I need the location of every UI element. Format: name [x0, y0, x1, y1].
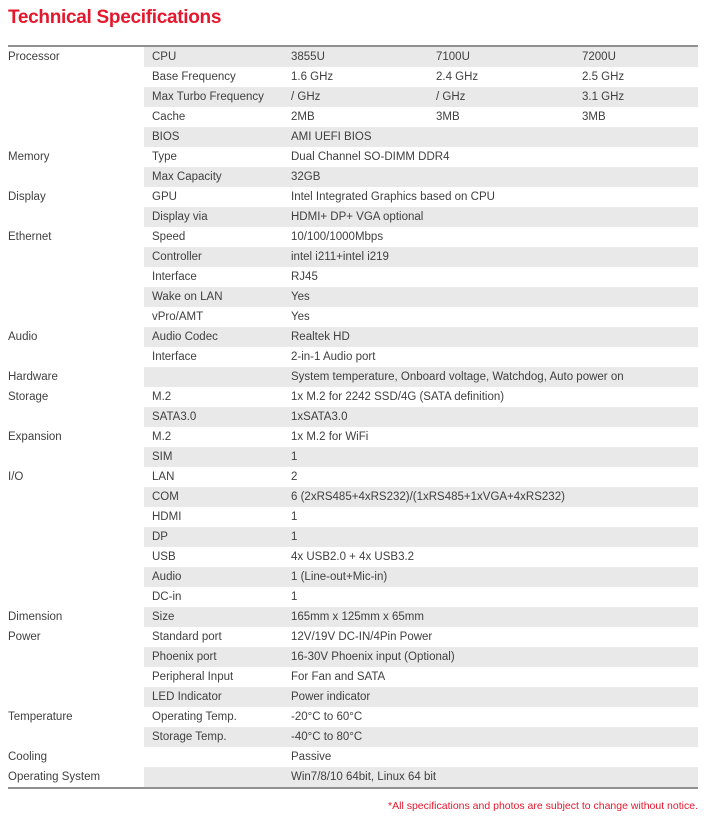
spec-value-cell: Yes: [291, 311, 310, 323]
category-cell: [8, 687, 144, 707]
category-cell: [8, 667, 144, 687]
category-cell: [8, 447, 144, 467]
category-cell: [8, 647, 144, 667]
spec-value-cell: 1x M.2 for 2242 SSD/4G (SATA definition): [291, 391, 505, 403]
table-row: [8, 687, 698, 707]
table-row: [8, 247, 698, 267]
spec-value-cell: 1xSATA3.0: [283, 407, 698, 427]
table-row: [8, 47, 698, 67]
spec-value-cell: 2.4 GHz: [436, 71, 479, 83]
spec-value-cell: 1.6 GHz: [291, 71, 334, 83]
category-cell: [8, 567, 144, 587]
table-row: [8, 327, 698, 347]
spec-value-cell: For Fan and SATA: [291, 671, 386, 683]
page-title: Technical Specifications: [8, 7, 222, 28]
category-cell: [8, 107, 144, 127]
category-cell: [8, 347, 144, 367]
category-cell: Temperature: [8, 707, 144, 727]
spec-label-cell: Base Frequency: [152, 71, 236, 83]
disclaimer-note: *All specifications and photos are subject to change without notice.: [388, 800, 698, 812]
table-row: [8, 547, 698, 567]
table-row: [8, 407, 698, 427]
spec-value-cell: Passive: [291, 751, 332, 763]
category-cell: I/O: [8, 467, 144, 487]
spec-value-cell: 165mm x 125mm x 65mm: [283, 607, 698, 627]
category-cell: [8, 307, 144, 327]
table-row: [8, 227, 698, 247]
spec-label-cell: Phoenix port: [144, 647, 283, 667]
spec-value-cell: 1 (Line-out+Mic-in): [283, 567, 698, 587]
spec-label-cell: USB: [152, 551, 176, 563]
table-row: [8, 647, 698, 667]
category-cell: [8, 727, 144, 747]
spec-label-cell: SIM: [144, 447, 283, 467]
spec-label-cell: GPU: [152, 191, 177, 203]
spec-value-cell: 3855U: [283, 47, 428, 67]
spec-label-cell: Operating Temp.: [152, 711, 237, 723]
spec-value-cell: Win7/8/10 64bit, Linux 64 bit: [283, 767, 698, 787]
spec-value-cell: 1x M.2 for WiFi: [291, 431, 369, 443]
table-row: [8, 667, 698, 687]
spec-value-cell: 10/100/1000Mbps: [291, 231, 384, 243]
spec-value-cell: 12V/19V DC-IN/4Pin Power: [291, 631, 433, 643]
table-row: [8, 747, 698, 767]
category-cell: Cooling: [8, 747, 144, 767]
spec-value-cell: 3MB: [436, 111, 460, 123]
spec-label-cell: Audio Codec: [144, 327, 283, 347]
spec-label-cell: Display via: [144, 207, 283, 227]
table-row: [8, 727, 698, 747]
table-row: [8, 427, 698, 447]
table-row: [8, 67, 698, 87]
table-row: [8, 487, 698, 507]
spec-value-cell: 2-in-1 Audio port: [291, 351, 376, 363]
spec-label-cell: COM: [144, 487, 283, 507]
spec-value-cell: 4x USB2.0 + 4x USB3.2: [291, 551, 415, 563]
spec-label-cell: LAN: [152, 471, 175, 483]
table-row: [8, 207, 698, 227]
spec-value-cell: Power indicator: [283, 687, 698, 707]
spec-label-cell: Max Turbo Frequency: [144, 87, 283, 107]
table-row: [8, 767, 698, 787]
spec-label-cell: [144, 747, 283, 767]
spec-label-cell: M.2: [152, 431, 172, 443]
spec-value-cell: 7200U: [574, 47, 698, 67]
category-cell: Memory: [8, 147, 144, 167]
table-row: [8, 627, 698, 647]
table-row: [8, 347, 698, 367]
spec-label-cell: Cache: [152, 111, 186, 123]
spec-label-cell: BIOS: [144, 127, 283, 147]
category-cell: [8, 87, 144, 107]
category-cell: Storage: [8, 387, 144, 407]
table-row: [8, 127, 698, 147]
spec-label-cell: Interface: [152, 351, 197, 363]
table-row: [8, 467, 698, 487]
spec-label-cell: Type: [152, 151, 177, 163]
spec-label-cell: Wake on LAN: [144, 287, 283, 307]
table-row: [8, 307, 698, 327]
spec-value-cell: 1: [291, 591, 298, 603]
spec-value-cell: 7100U: [428, 47, 574, 67]
category-cell: Expansion: [8, 427, 144, 447]
category-cell: [8, 127, 144, 147]
table-row: [8, 147, 698, 167]
spec-label-cell: M.2: [152, 391, 172, 403]
spec-value-cell: 2MB: [291, 111, 315, 123]
table-row: [8, 267, 698, 287]
category-cell: [8, 507, 144, 527]
spec-label-cell: CPU: [144, 47, 283, 67]
spec-value-cell: 1: [283, 447, 698, 467]
category-cell: [8, 247, 144, 267]
spec-value-cell: AMI UEFI BIOS: [283, 127, 698, 147]
spec-label-cell: Standard port: [152, 631, 222, 643]
spec-value-cell: -20°C to 60°C: [291, 711, 363, 723]
spec-value-cell: intel i211+intel i219: [283, 247, 698, 267]
spec-label-cell: vPro/AMT: [152, 311, 204, 323]
category-cell: [8, 287, 144, 307]
spec-value-cell: HDMI+ DP+ VGA optional: [283, 207, 698, 227]
spec-value-cell: 1: [283, 527, 698, 547]
category-cell: Hardware: [8, 367, 144, 387]
table-row: [8, 87, 698, 107]
table-row: [8, 607, 698, 627]
spec-value-cell: Dual Channel SO-DIMM DDR4: [291, 151, 450, 163]
spec-label-cell: Interface: [152, 271, 197, 283]
category-cell: [8, 207, 144, 227]
table-row: [8, 107, 698, 127]
category-cell: Ethernet: [8, 227, 144, 247]
spec-label-cell: Size: [144, 607, 283, 627]
spec-label-cell: Max Capacity: [144, 167, 283, 187]
spec-label-cell: [144, 367, 283, 387]
category-cell: [8, 407, 144, 427]
category-cell: Display: [8, 187, 144, 207]
table-row: [8, 527, 698, 547]
table-row: [8, 187, 698, 207]
table-row: [8, 507, 698, 527]
table-row: [8, 287, 698, 307]
spec-label-cell: LED Indicator: [144, 687, 283, 707]
spec-value-cell: / GHz: [283, 87, 428, 107]
spec-label-cell: Peripheral Input: [152, 671, 234, 683]
category-cell: [8, 487, 144, 507]
table-row: [8, 567, 698, 587]
spec-label-cell: Speed: [152, 231, 186, 243]
table-row: [8, 587, 698, 607]
spec-label-cell: [144, 767, 283, 787]
spec-value-cell: 1: [291, 511, 298, 523]
spec-value-cell: 3.1 GHz: [574, 87, 698, 107]
table-row: [8, 387, 698, 407]
spec-label-cell: SATA3.0: [144, 407, 283, 427]
category-cell: [8, 587, 144, 607]
spec-label-cell: DC-in: [152, 591, 182, 603]
spec-value-cell: Yes: [283, 287, 698, 307]
category-cell: [8, 527, 144, 547]
spec-label-cell: Audio: [144, 567, 283, 587]
spec-value-cell: 2: [291, 471, 298, 483]
category-cell: Operating System: [8, 767, 144, 787]
category-cell: [8, 67, 144, 87]
category-cell: [8, 547, 144, 567]
category-cell: Power: [8, 627, 144, 647]
spec-label-cell: Storage Temp.: [144, 727, 283, 747]
category-cell: Dimension: [8, 607, 144, 627]
spec-value-cell: 6 (2xRS485+4xRS232)/(1xRS485+1xVGA+4xRS232): [283, 487, 698, 507]
table-row: [8, 447, 698, 467]
spec-value-cell: System temperature, Onboard voltage, Watchdog, Auto power on: [283, 367, 698, 387]
spec-label-cell: HDMI: [152, 511, 182, 523]
spec-value-cell: 32GB: [283, 167, 698, 187]
spec-table: [8, 45, 698, 789]
spec-value-cell: -40°C to 80°C: [283, 727, 698, 747]
category-cell: Audio: [8, 327, 144, 347]
category-cell: [8, 167, 144, 187]
spec-label-cell: DP: [144, 527, 283, 547]
spec-value-cell: 2.5 GHz: [582, 71, 625, 83]
category-cell: [8, 267, 144, 287]
table-row: [8, 707, 698, 727]
spec-value-cell: 3MB: [582, 111, 606, 123]
spec-value-cell: 16-30V Phoenix input (Optional): [283, 647, 698, 667]
spec-value-cell: / GHz: [428, 87, 574, 107]
spec-value-cell: RJ45: [291, 271, 318, 283]
spec-value-cell: Intel Integrated Graphics based on CPU: [291, 191, 495, 203]
category-cell: Processor: [8, 47, 144, 67]
table-row: [8, 167, 698, 187]
table-row: [8, 367, 698, 387]
spec-value-cell: Realtek HD: [283, 327, 698, 347]
spec-label-cell: Controller: [144, 247, 283, 267]
